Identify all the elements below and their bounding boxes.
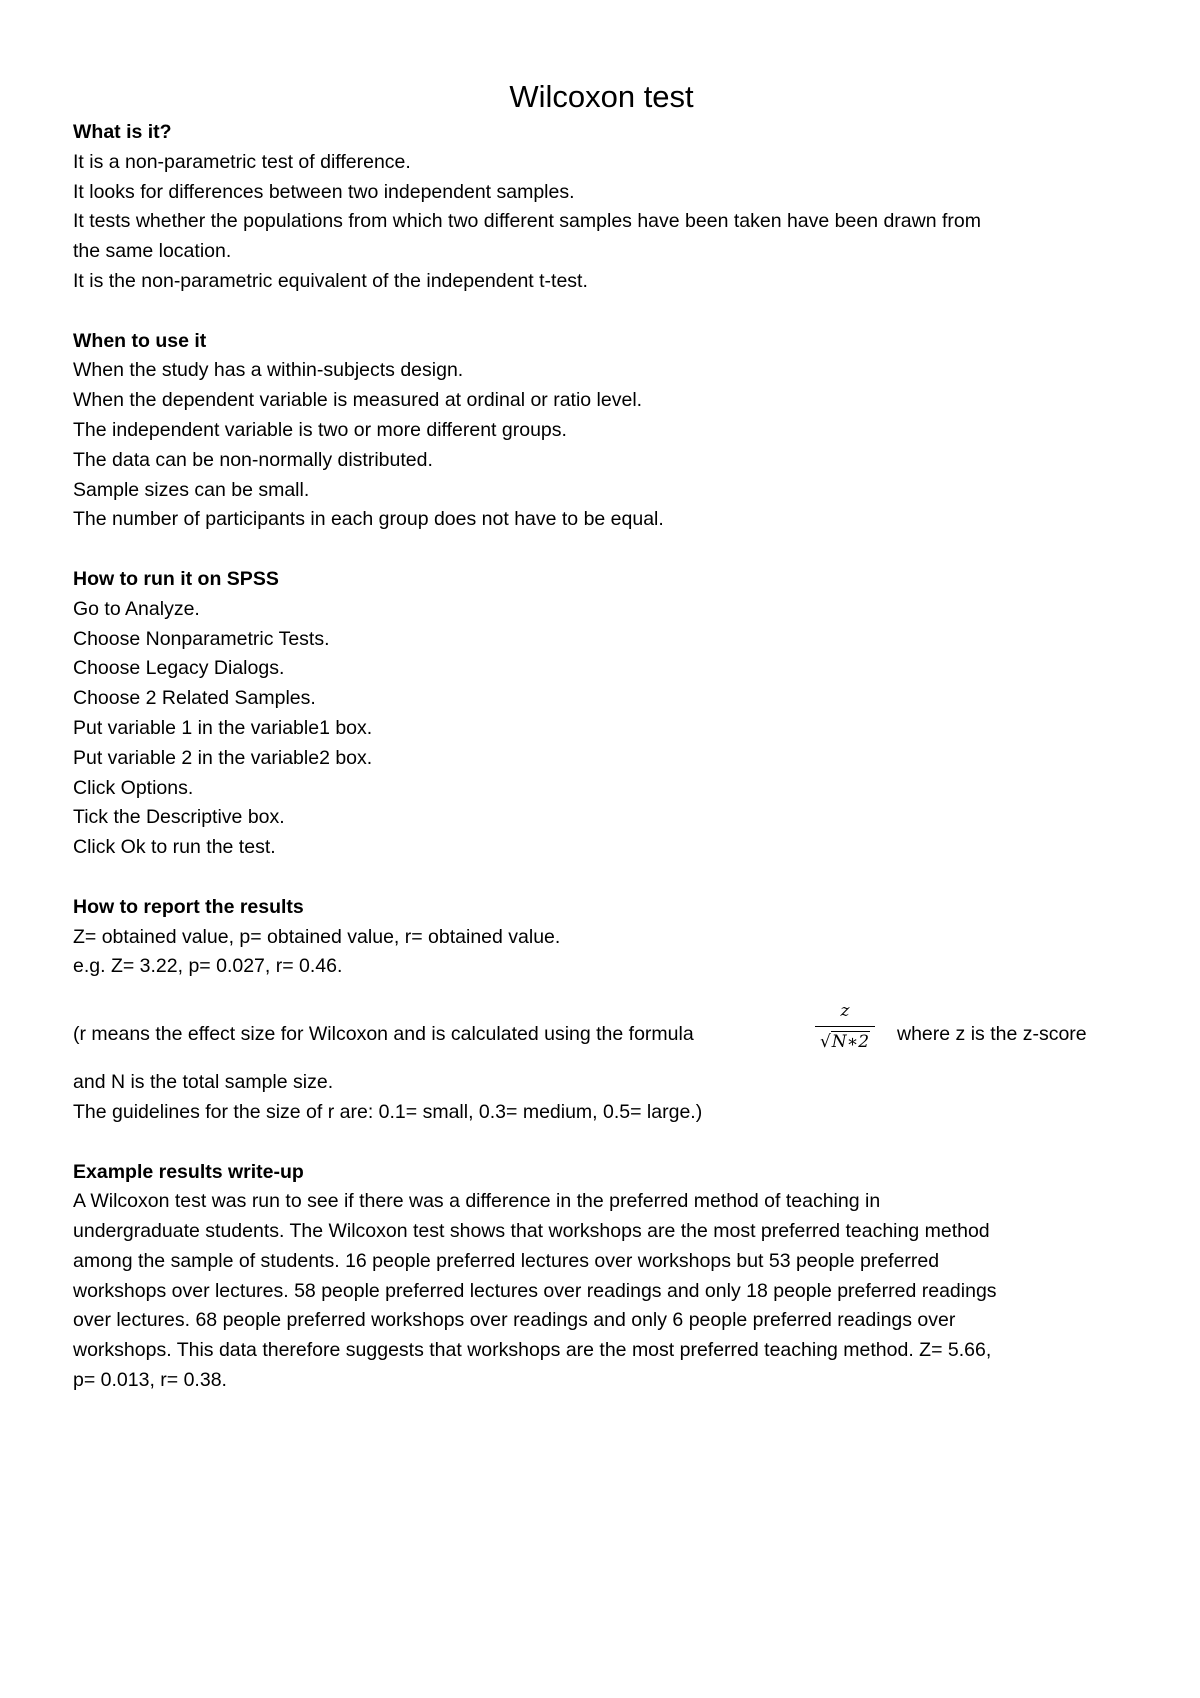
body-line: The guidelines for the size of r are: 0.1= small, 0.3= medium, 0.5= large.) xyxy=(73,1100,703,1123)
formula-denominator xyxy=(809,1030,881,1054)
spacer xyxy=(73,535,1130,565)
fraction-bar xyxy=(815,1026,875,1027)
paragraph-line: among the sample of students. 16 people preferred lectures over workshops but 53 people preferred xyxy=(73,1249,940,1272)
section-when-to-use xyxy=(73,327,1130,536)
paragraph-line: workshops. This data therefore suggests that workshops are the most preferred teaching method. Z= 5.66, xyxy=(73,1339,992,1362)
section-how-to-run-spss xyxy=(73,565,1130,863)
section-what-is-it xyxy=(73,118,1130,297)
body-line: The number of participants in each group does not have to be equal. xyxy=(73,508,664,531)
body-line: Sample sizes can be small. xyxy=(73,478,310,501)
paragraph-line: undergraduate students. The Wilcoxon test shows that workshops are the most preferred teaching method xyxy=(73,1220,990,1243)
step-line: Choose 2 Related Samples. xyxy=(73,687,316,710)
section-heading: How to run it on SPSS xyxy=(73,567,279,590)
body-line: Z= obtained value, p= obtained value, r= obtained value. xyxy=(73,925,561,948)
body-line: It is the non-parametric equivalent of the independent t-test. xyxy=(73,269,588,292)
spacer xyxy=(73,982,1130,1000)
step-line: Click Options. xyxy=(73,776,194,799)
formula-lead-text: (r means the effect size for Wilcoxon and is calculated using the formula xyxy=(73,1023,694,1046)
step-line: Put variable 1 in the variable1 box. xyxy=(73,716,373,739)
body-line: the same location. xyxy=(73,240,232,263)
step-line: Put variable 2 in the variable2 box. xyxy=(73,746,373,769)
formula-line xyxy=(73,1000,1130,1062)
body-line: The data can be non-normally distributed. xyxy=(73,448,433,471)
paragraph-line: over lectures. 68 people preferred workshops over readings and only 6 people preferred readings over xyxy=(73,1309,956,1332)
step-line: Choose Legacy Dialogs. xyxy=(73,657,285,680)
paragraph-line: p= 0.013, r= 0.38. xyxy=(73,1369,227,1392)
paragraph-line: workshops over lectures. 58 people preferred lectures over readings and only 18 people preferred readings xyxy=(73,1279,997,1302)
formula-radicand: N∗2 xyxy=(831,1032,870,1053)
page-title: Wilcoxon test xyxy=(509,79,694,114)
section-heading: What is it? xyxy=(73,121,172,143)
spacer xyxy=(73,1128,1130,1158)
body-line: The independent variable is two or more different groups. xyxy=(73,418,567,441)
body-line: It looks for differences between two independent samples. xyxy=(73,180,575,203)
body-line: and N is the total sample size. xyxy=(73,1071,334,1094)
sqrt-icon: √ xyxy=(819,1032,831,1053)
section-example-write-up xyxy=(73,1158,1130,1396)
body-line: It tests whether the populations from which two different samples have been taken have been drawn from xyxy=(73,210,981,233)
effect-size-formula xyxy=(809,1000,881,1062)
section-heading: How to report the results xyxy=(73,895,304,918)
spacer xyxy=(73,297,1130,327)
step-line: Choose Nonparametric Tests. xyxy=(73,627,330,650)
step-line: Go to Analyze. xyxy=(73,597,200,620)
formula-numerator: z xyxy=(840,1001,850,1022)
section-heading: When to use it xyxy=(73,329,207,352)
body-line: e.g. Z= 3.22, p= 0.027, r= 0.46. xyxy=(73,955,343,978)
step-line: Tick the Descriptive box. xyxy=(73,806,285,829)
body-line: When the dependent variable is measured at ordinal or ratio level. xyxy=(73,389,643,412)
step-line: Click Ok to run the test. xyxy=(73,836,276,859)
formula-tail-text: where z is the z-score xyxy=(897,1023,1087,1046)
section-heading: Example results write-up xyxy=(73,1160,304,1183)
body-line: It is a non-parametric test of difference. xyxy=(73,150,411,173)
body-line: When the study has a within-subjects design. xyxy=(73,359,464,382)
section-how-to-report xyxy=(73,893,1130,1128)
spacer xyxy=(73,863,1130,893)
paragraph-line: A Wilcoxon test was run to see if there was a difference in the preferred method of teaching in xyxy=(73,1190,881,1213)
